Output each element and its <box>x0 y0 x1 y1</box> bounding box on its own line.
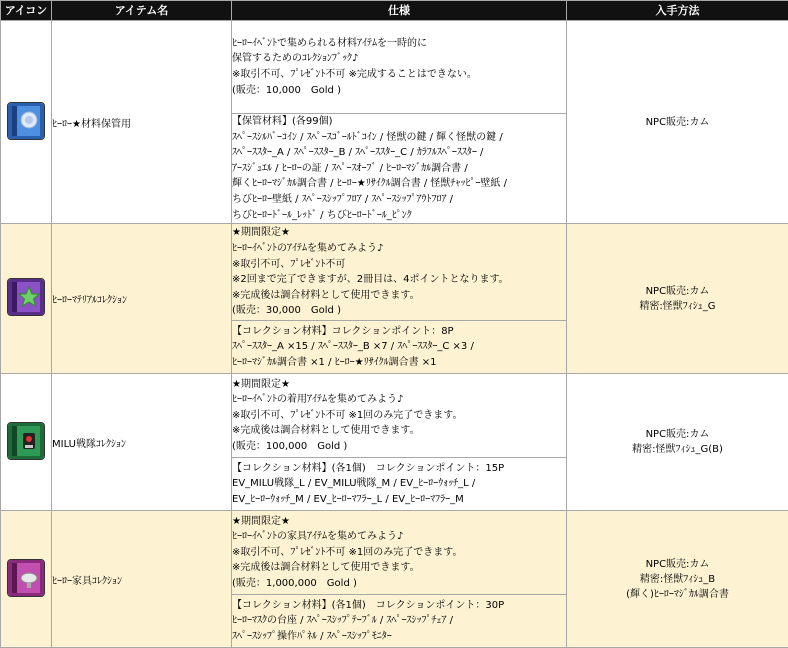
spec-line: ﾋｰﾛｰﾏｼﾞｶﾙ調合書 ×1 / ﾋｰﾛｰ★ﾘｻｲｸﾙ調合書 ×1 <box>232 355 566 371</box>
spec-line: (販売：1,000,000 Gold ) <box>232 576 566 592</box>
green-book-icon <box>7 422 45 460</box>
blue-book-icon <box>7 102 45 140</box>
spec-materials <box>232 114 567 224</box>
spec-line: EV_ﾋｰﾛｰｳｫｯﾁ_M / EV_ﾋｰﾛｰﾏﾌﾗｰ_L / EV_ﾋｰﾛｰﾏﾌﾗｰ_M <box>232 492 566 508</box>
item-icon-cell <box>1 21 52 224</box>
spec-line: 【保管材料】(各99個) <box>232 114 566 130</box>
acquire-method <box>567 374 788 511</box>
spec-description <box>232 224 567 321</box>
spec-line: ※取引不可、ﾌﾟﾚｾﾞﾝﾄ不可 ※1回のみ完了できます。 <box>232 408 566 424</box>
spec-line: ちびﾋｰﾛｰ壁紙 / ｽﾍﾟｰｽｼｯﾌﾟﾌﾛｱ / ｽﾍﾟｰｽｼｯﾌﾟｱｳﾄﾌﾛｱ / <box>232 192 566 208</box>
table-row <box>1 511 788 595</box>
acquire-line: 精密:怪獣ﾌｨｼｭ_G(B) <box>567 442 788 457</box>
spec-line: ※完成後は調合材料として使用できます。 <box>232 423 566 439</box>
acquire-line: 精密:怪獣ﾌｨｼｭ_B <box>567 572 788 587</box>
table-row <box>1 21 788 114</box>
spec-description <box>232 21 567 114</box>
spec-line: ※取引不可、ﾌﾟﾚｾﾞﾝﾄ不可 ※1回のみ完了できます。 <box>232 545 566 561</box>
spec-line: (販売：100,000 Gold ) <box>232 439 566 455</box>
item-icon-cell <box>1 511 52 648</box>
header-item-name: アイテム名 <box>52 1 232 21</box>
purple-star-book-icon <box>7 278 45 316</box>
spec-line: 輝くﾋｰﾛｰﾏｼﾞｶﾙ調合書 / ﾋｰﾛｰ★ﾘｻｲｸﾙ調合書 / 怪獣ﾁｬｯﾋﾟｰ壁紙 / <box>232 176 566 192</box>
spec-line: ｽﾍﾟｰｽｽﾀｰ_A ×15 / ｽﾍﾟｰｽｽﾀｰ_B ×7 / ｽﾍﾟｰｽｽﾀｰ_C ×3 / <box>232 339 566 355</box>
spec-line: ※完成後は調合材料として使用できます。 <box>232 288 566 304</box>
spec-line: ｽﾍﾟｰｽｼｯﾌﾟ操作ﾊﾟﾈﾙ / ｽﾍﾟｰｽｼｯﾌﾟﾓﾆﾀｰ <box>232 629 566 645</box>
spec-line: 【コレクション材料】コレクションポイント：8P <box>232 324 566 340</box>
spec-line: ﾋｰﾛｰﾏｽｸの台座 / ｽﾍﾟｰｽｼｯﾌﾟﾃｰﾌﾞﾙ / ｽﾍﾟｰｽｼｯﾌﾟﾁｪｱ / <box>232 613 566 629</box>
spec-line: 保管するためのｺﾚｸｼｮﾝﾌﾞｯｸ♪ <box>232 51 566 67</box>
header-icon: アイコン <box>1 1 52 21</box>
item-name: MILU戦隊ｺﾚｸｼｮﾝ <box>52 374 232 511</box>
spec-materials <box>232 458 567 511</box>
spec-line: EV_MILU戦隊_L / EV_MILU戦隊_M / EV_ﾋｰﾛｰｳｫｯﾁ_L / <box>232 476 566 492</box>
acquire-line: NPC販売:カム <box>567 284 788 299</box>
acquire-method <box>567 224 788 374</box>
spec-line: ※完成後は調合材料として使用できます。 <box>232 560 566 576</box>
item-icon-cell <box>1 374 52 511</box>
spec-line: ﾋｰﾛｰｲﾍﾞﾝﾄの家具ｱｲﾃﾑを集めてみよう♪ <box>232 529 566 545</box>
table-row <box>1 224 788 321</box>
pink-book-icon <box>7 559 45 597</box>
item-name: ﾋｰﾛｰﾏﾃﾘｱﾙｺﾚｸｼｮﾝ <box>52 224 232 374</box>
spec-line: (販売：10,000 Gold ) <box>232 83 566 99</box>
spec-line: 【コレクション材料】(各1個) コレクションポイント：15P <box>232 461 566 477</box>
spec-line: ﾋｰﾛｰｲﾍﾞﾝﾄで集められる材料ｱｲﾃﾑを一時的に <box>232 36 566 52</box>
item-icon-cell <box>1 224 52 374</box>
spec-line: ※取引不可、ﾌﾟﾚｾﾞﾝﾄ不可 <box>232 257 566 273</box>
spec-line: ｱｰｽｼﾞｭｴﾙ / ﾋｰﾛｰの証 / ｽﾍﾟｰｽｵｰﾌﾞ / ﾋｰﾛｰﾏｼﾞｶﾙ調合書 / <box>232 161 566 177</box>
spec-line: ★期間限定★ <box>232 377 566 393</box>
spec-line: (販売：30,000 Gold ) <box>232 303 566 319</box>
spec-materials <box>232 595 567 648</box>
spec-line: ｽﾍﾟｰｽｼﾙﾊﾞｰｺｲﾝ / ｽﾍﾟｰｽｺﾞｰﾙﾄﾞｺｲﾝ / 怪獣の鍵 / 輝く怪獣の鍵 / <box>232 130 566 146</box>
acquire-line: NPC販売:カム <box>567 115 788 130</box>
spec-line: ★期間限定★ <box>232 514 566 530</box>
acquire-method <box>567 511 788 648</box>
spec-line: ★期間限定★ <box>232 225 566 241</box>
item-name: ﾋｰﾛｰ家具ｺﾚｸｼｮﾝ <box>52 511 232 648</box>
item-name: ﾋｰﾛｰ★材料保管用 <box>52 21 232 224</box>
acquire-method <box>567 21 788 224</box>
spec-line: 【コレクション材料】(各1個) コレクションポイント：30P <box>232 598 566 614</box>
acquire-line: NPC販売:カム <box>567 557 788 572</box>
spec-description <box>232 374 567 458</box>
spec-line: ※2回まで完了できますが、2冊目は、4ポイントとなります。 <box>232 272 566 288</box>
spec-line: ﾋｰﾛｰｲﾍﾞﾝﾄの着用ｱｲﾃﾑを集めてみよう♪ <box>232 392 566 408</box>
table-row <box>1 374 788 458</box>
spec-line: ※取引不可、ﾌﾟﾚｾﾞﾝﾄ不可 ※完成することはできない。 <box>232 67 566 83</box>
acquire-line: 精密:怪獣ﾌｨｼｭ_G <box>567 299 788 314</box>
spec-line: ちびﾋｰﾛｰﾄﾞｰﾙ_ﾚｯﾄﾞ / ちびﾋｰﾛｰﾄﾞｰﾙ_ﾋﾟﾝｸ <box>232 208 566 224</box>
header-row <box>1 1 788 21</box>
acquire-line: (輝く)ﾋｰﾛｰﾏｼﾞｶﾙ調合書 <box>567 587 788 602</box>
spec-line: ｽﾍﾟｰｽｽﾀｰ_A / ｽﾍﾟｰｽｽﾀｰ_B / ｽﾍﾟｰｽｽﾀｰ_C / ｶﾗﾌﾙｽﾍﾟｰｽｽﾀｰ / <box>232 145 566 161</box>
spec-line: ﾋｰﾛｰｲﾍﾞﾝﾄのｱｲﾃﾑを集めてみよう♪ <box>232 241 566 257</box>
spec-materials <box>232 321 567 374</box>
spec-description <box>232 511 567 595</box>
acquire-line: NPC販売:カム <box>567 427 788 442</box>
header-spec: 仕様 <box>232 1 567 21</box>
header-acquire: 入手方法 <box>567 1 788 21</box>
